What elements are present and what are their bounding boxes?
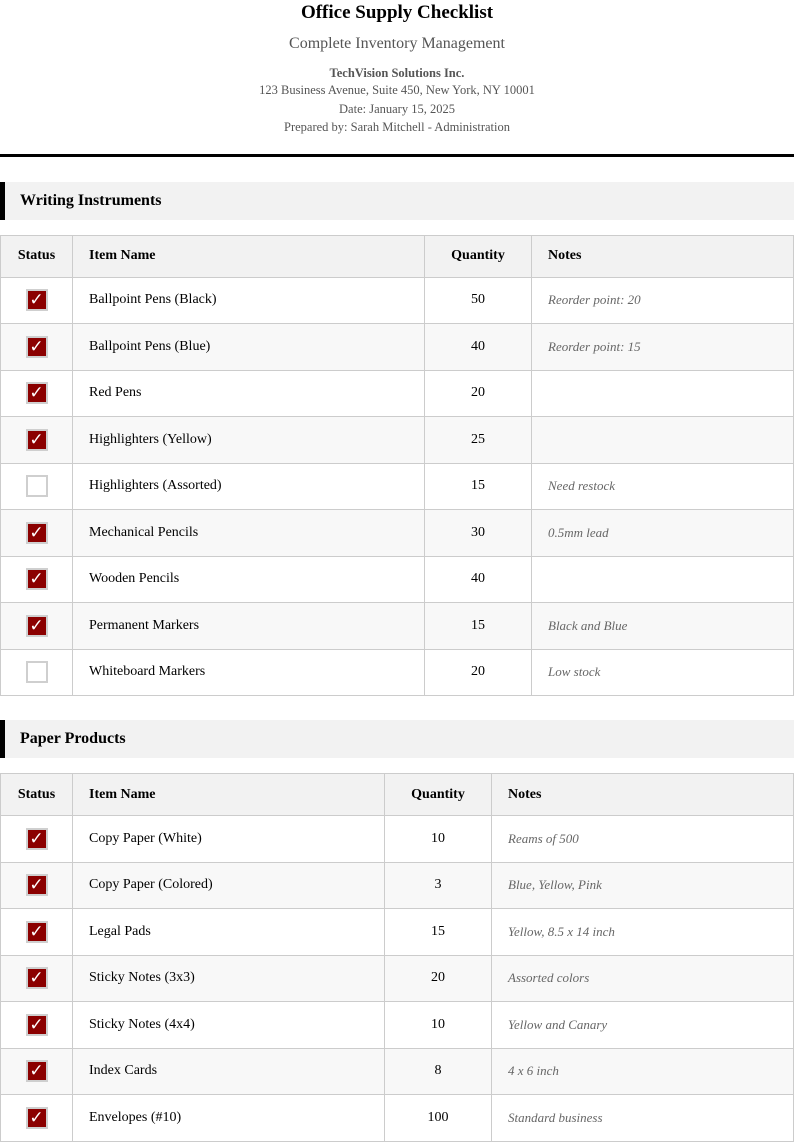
column-header-quantity: Quantity (385, 774, 492, 816)
unchecked-checkbox[interactable] (26, 661, 48, 683)
status-cell (1, 816, 73, 863)
notes-cell: Standard business (492, 1095, 794, 1142)
table-row (1, 370, 794, 417)
status-cell (1, 1095, 73, 1142)
quantity-cell: 8 (385, 1048, 492, 1095)
document-header (0, 0, 794, 137)
checked-checkbox[interactable]: ✓ (26, 522, 48, 544)
column-header-quantity: Quantity (425, 235, 532, 277)
item-name-cell: Legal Pads (73, 909, 385, 956)
checked-checkbox[interactable]: ✓ (26, 1014, 48, 1036)
status-cell (1, 324, 73, 371)
item-name-cell: Index Cards (73, 1048, 385, 1095)
checked-checkbox[interactable]: ✓ (26, 289, 48, 311)
checked-checkbox[interactable]: ✓ (26, 874, 48, 896)
document-subtitle: Complete Inventory Management (289, 35, 505, 52)
item-name-cell: Copy Paper (Colored) (73, 862, 385, 909)
notes-cell: Blue, Yellow, Pink (492, 862, 794, 909)
table-row (1, 603, 794, 650)
table-row (1, 463, 794, 510)
table-header-row (1, 235, 794, 277)
notes-cell (532, 370, 794, 417)
status-cell (1, 510, 73, 557)
column-header-status: Status (1, 235, 73, 277)
item-name-cell: Highlighters (Yellow) (73, 417, 425, 464)
table-row (1, 510, 794, 557)
notes-cell: Reams of 500 (492, 816, 794, 863)
status-cell (1, 1002, 73, 1049)
notes-cell: Need restock (532, 463, 794, 510)
status-cell (1, 370, 73, 417)
checked-checkbox[interactable]: ✓ (26, 336, 48, 358)
company-address: 123 Business Avenue, Suite 450, New York, NY 10001 (259, 83, 535, 97)
checked-checkbox[interactable]: ✓ (26, 1107, 48, 1129)
quantity-cell: 20 (425, 370, 532, 417)
notes-cell: Reorder point: 15 (532, 324, 794, 371)
quantity-cell: 100 (385, 1095, 492, 1142)
column-header-notes: Notes (532, 235, 794, 277)
status-cell (1, 862, 73, 909)
column-header-item: Item Name (73, 774, 385, 816)
status-cell (1, 955, 73, 1002)
item-name-cell: Red Pens (73, 370, 425, 417)
status-cell (1, 463, 73, 510)
prepared-by: Prepared by: Sarah Mitchell - Administration (284, 120, 510, 134)
table-header-row (1, 774, 794, 816)
quantity-cell: 15 (425, 463, 532, 510)
status-cell (1, 603, 73, 650)
status-cell (1, 649, 73, 696)
table-row (1, 649, 794, 696)
status-cell (1, 277, 73, 324)
notes-cell: Yellow, 8.5 x 14 inch (492, 909, 794, 956)
column-header-status: Status (1, 774, 73, 816)
item-name-cell: Ballpoint Pens (Blue) (73, 324, 425, 371)
company-name: TechVision Solutions Inc. (329, 66, 465, 80)
status-cell (1, 556, 73, 603)
item-name-cell: Wooden Pencils (73, 556, 425, 603)
notes-cell: Yellow and Canary (492, 1002, 794, 1049)
notes-cell: Reorder point: 20 (532, 277, 794, 324)
column-header-item: Item Name (73, 235, 425, 277)
table-row (1, 1048, 794, 1095)
section-heading-paper-products: Paper Products (0, 720, 794, 758)
table-row (1, 909, 794, 956)
checked-checkbox[interactable]: ✓ (26, 568, 48, 590)
quantity-cell: 15 (425, 603, 532, 650)
table-row (1, 955, 794, 1002)
quantity-cell: 20 (425, 649, 532, 696)
document-title: Office Supply Checklist (300, 2, 494, 23)
notes-cell: Low stock (532, 649, 794, 696)
checked-checkbox[interactable]: ✓ (26, 967, 48, 989)
checked-checkbox[interactable]: ✓ (26, 1060, 48, 1082)
table-row (1, 862, 794, 909)
item-name-cell: Highlighters (Assorted) (73, 463, 425, 510)
quantity-cell: 3 (385, 862, 492, 909)
item-name-cell: Sticky Notes (4x4) (73, 1002, 385, 1049)
table-row (1, 277, 794, 324)
notes-cell (532, 556, 794, 603)
checked-checkbox[interactable]: ✓ (26, 921, 48, 943)
checked-checkbox[interactable]: ✓ (26, 615, 48, 637)
checked-checkbox[interactable]: ✓ (26, 382, 48, 404)
item-name-cell: Whiteboard Markers (73, 649, 425, 696)
status-cell (1, 1048, 73, 1095)
checked-checkbox[interactable]: ✓ (26, 429, 48, 451)
item-name-cell: Permanent Markers (73, 603, 425, 650)
quantity-cell: 15 (385, 909, 492, 956)
quantity-cell: 25 (425, 417, 532, 464)
quantity-cell: 10 (385, 816, 492, 863)
item-name-cell: Ballpoint Pens (Black) (73, 277, 425, 324)
item-name-cell: Sticky Notes (3x3) (73, 955, 385, 1002)
item-name-cell: Envelopes (#10) (73, 1095, 385, 1142)
quantity-cell: 50 (425, 277, 532, 324)
notes-cell: 0.5mm lead (532, 510, 794, 557)
notes-cell (532, 417, 794, 464)
document-date: Date: January 15, 2025 (339, 101, 455, 116)
column-header-notes: Notes (492, 774, 794, 816)
table-row (1, 417, 794, 464)
checked-checkbox[interactable]: ✓ (26, 828, 48, 850)
quantity-cell: 10 (385, 1002, 492, 1049)
item-name-cell: Mechanical Pencils (73, 510, 425, 557)
section-heading-writing-instruments: Writing Instruments (0, 182, 794, 220)
quantity-cell: 20 (385, 955, 492, 1002)
notes-cell: Assorted colors (492, 955, 794, 1002)
item-name-cell: Copy Paper (White) (73, 816, 385, 863)
status-cell (1, 417, 73, 464)
header-divider (0, 154, 794, 157)
table-row (1, 556, 794, 603)
table-row (1, 324, 794, 371)
unchecked-checkbox[interactable] (26, 475, 48, 497)
paper-products-table (0, 773, 794, 1142)
writing-instruments-table (0, 235, 794, 697)
notes-cell: 4 x 6 inch (492, 1048, 794, 1095)
table-row (1, 816, 794, 863)
notes-cell: Black and Blue (532, 603, 794, 650)
quantity-cell: 40 (425, 556, 532, 603)
table-row (1, 1002, 794, 1049)
table-row (1, 1095, 794, 1142)
quantity-cell: 40 (425, 324, 532, 371)
quantity-cell: 30 (425, 510, 532, 557)
status-cell (1, 909, 73, 956)
